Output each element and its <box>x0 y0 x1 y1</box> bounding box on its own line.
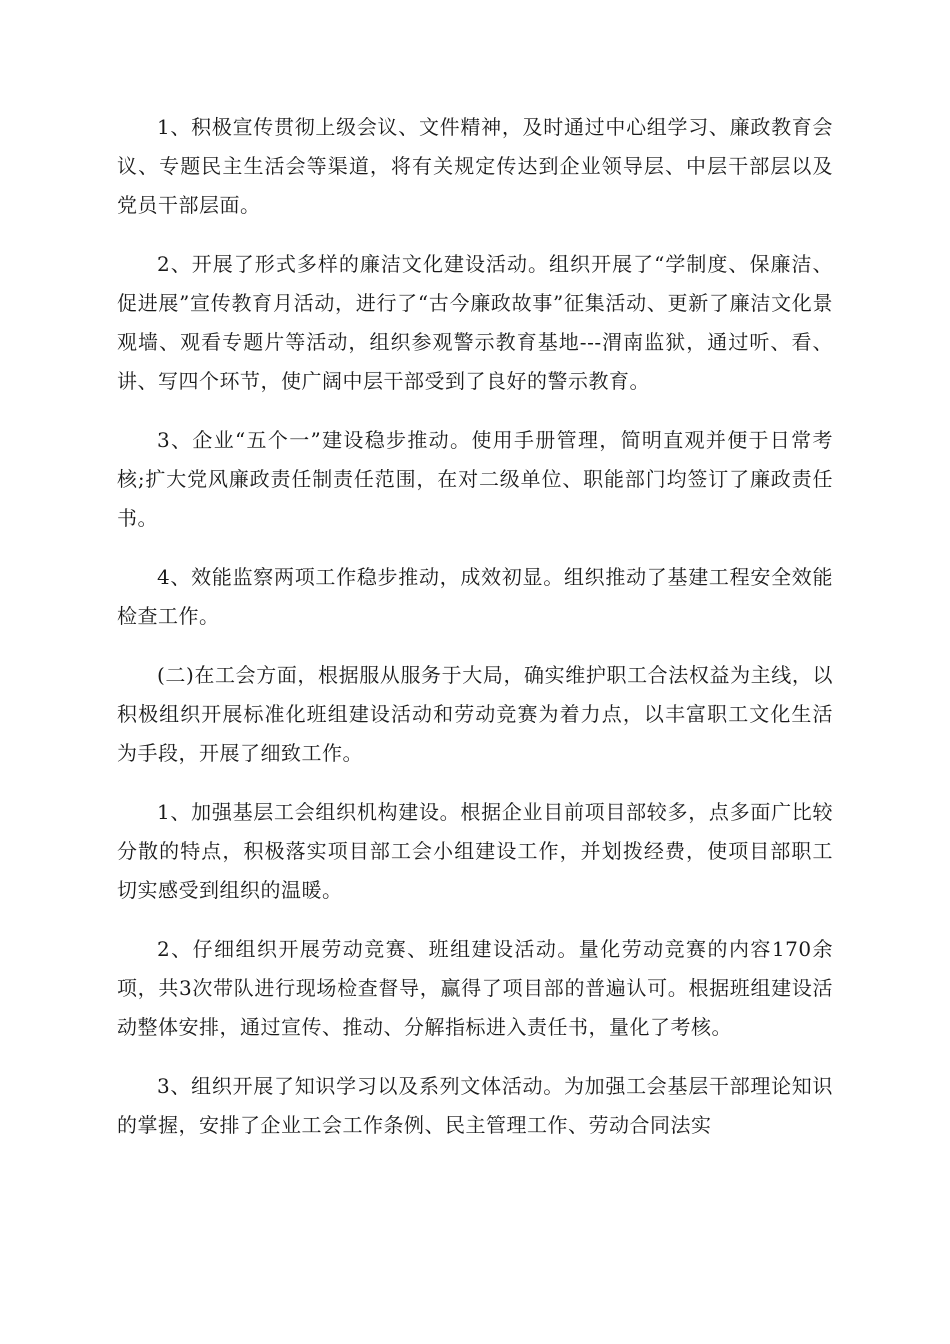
paragraph-2: 2、开展了形式多样的廉洁文化建设活动。组织开展了“学制度、保廉洁、促进展”宣传教育月活动，进行了“古今廉政故事”征集活动、更新了廉洁文化景观墙、观看专题片等活动，组织参观警示教育基地---渭南监狱，通过听、看、讲、写四个环节，使广阔中层干部受到了良好的警示教育。 <box>117 252 833 393</box>
paragraph-1: 1、积极宣传贯彻上级会议、文件精神，及时通过中心组学习、廉政教育会议、专题民主生活会等渠道，将有关规定传达到企业领导层、中层干部层以及党员干部层面。 <box>117 115 833 217</box>
paragraph-6: 1、加强基层工会组织机构建设。根据企业目前项目部较多，点多面广比较分散的特点，积极落实项目部工会小组建设工作，并划拨经费，使项目部职工切实感受到组织的温暖。 <box>117 800 833 902</box>
paragraph-7: 2、仔细组织开展劳动竞赛、班组建设活动。量化劳动竞赛的内容170余项，共3次带队进行现场检查督导，赢得了项目部的普遍认可。根据班组建设活动整体安排，通过宣传、推动、分解指标进入责任书，量化了考核。 <box>117 937 833 1039</box>
document-body <box>117 108 833 1165</box>
paragraph-4: 4、效能监察两项工作稳步推动，成效初显。组织推动了基建工程安全效能检查工作。 <box>117 565 833 628</box>
paragraph-8: 3、组织开展了知识学习以及系列文体活动。为加强工会基层干部理论知识的掌握，安排了企业工会工作条例、民主管理工作、劳动合同法实 <box>117 1074 833 1137</box>
paragraph-5: (二)在工会方面，根据服从服务于大局，确实维护职工合法权益为主线，以积极组织开展标准化班组建设活动和劳动竞赛为着力点，以丰富职工文化生活为手段，开展了细致工作。 <box>117 663 833 765</box>
paragraph-3: 3、企业“五个一”建设稳步推动。使用手册管理，简明直观并便于日常考核;扩大党风廉政责任制责任范围，在对二级单位、职能部门均签订了廉政责任书。 <box>117 428 833 530</box>
